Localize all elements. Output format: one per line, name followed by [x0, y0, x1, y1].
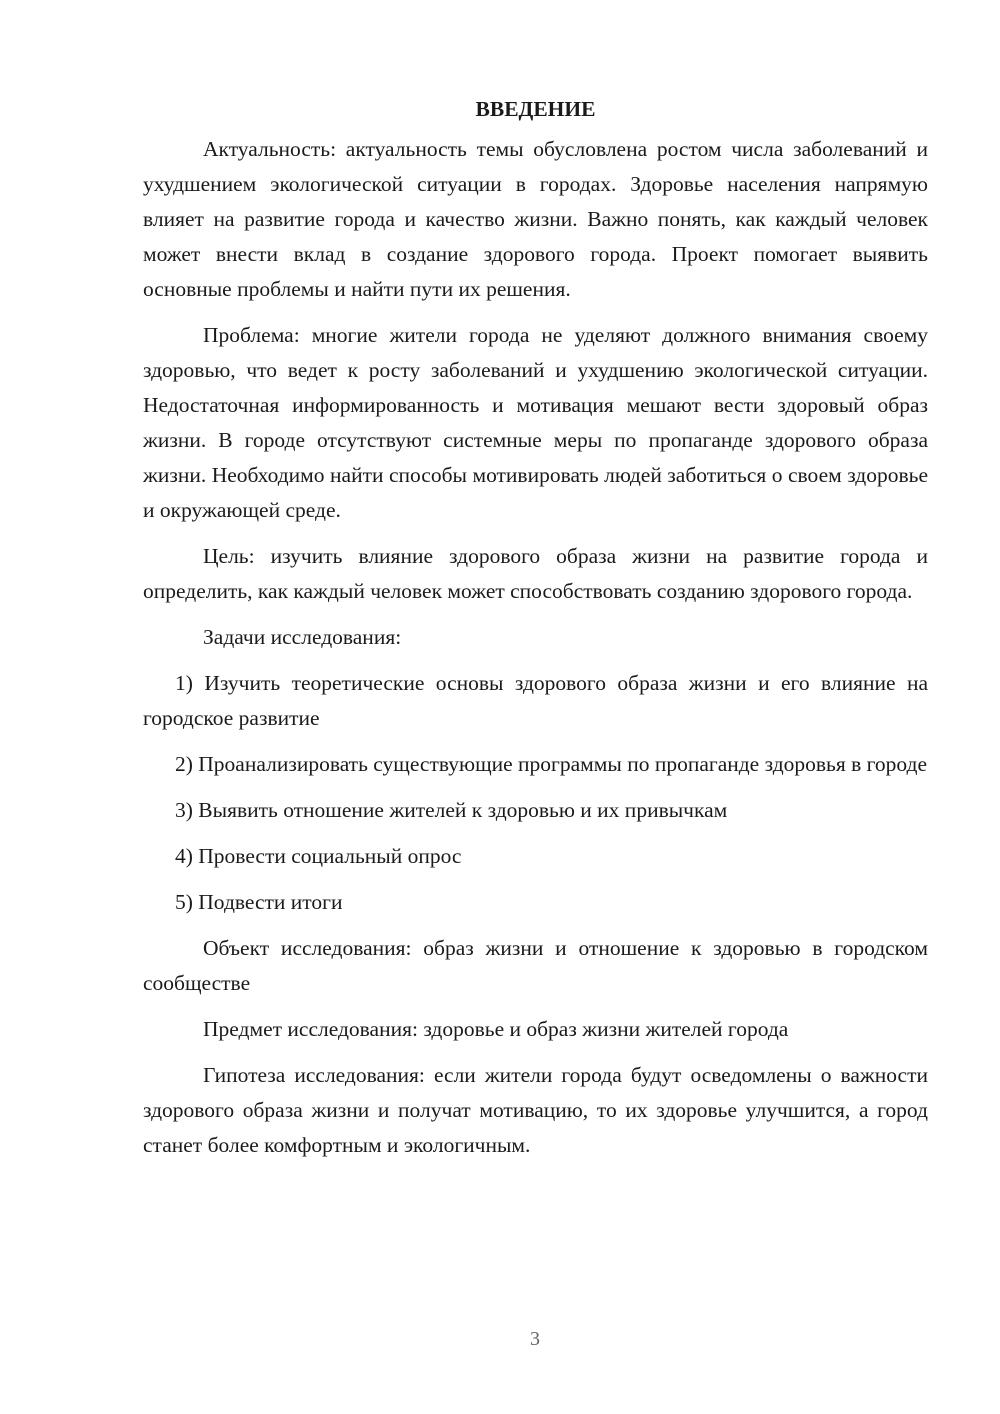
task-item-5: 5) Подвести итоги	[175, 890, 343, 914]
paragraph-tasks-heading: Задачи исследования:	[203, 625, 402, 649]
section-title: ВВЕДЕНИЕ	[475, 97, 596, 121]
paragraph-hypothesis: Гипотеза исследования: если жители города будут осведомлены о важности здорового образа жизни и получат мотивацию, то их здоровье улучшится, а город станет более комфортным и экологичным.	[143, 1063, 928, 1157]
document-page	[143, 92, 928, 1174]
page-number: 3	[530, 1328, 540, 1350]
task-item-3: 3) Выявить отношение жителей к здоровью и их привычкам	[175, 798, 728, 822]
task-item-2: 2) Проанализировать существующие программы по пропаганде здоровья в городе	[175, 752, 928, 776]
paragraph-subject: Предмет исследования: здоровье и образ жизни жителей города	[203, 1017, 789, 1041]
paragraph-object: Объект исследования: образ жизни и отношение к здоровью в городском сообществе	[143, 936, 928, 995]
task-item-1: 1) Изучить теоретические основы здорового образа жизни и его влияние на городское развитие	[143, 671, 928, 730]
task-item-4: 4) Провести социальный опрос	[175, 844, 462, 868]
paragraph-relevance: Актуальность: актуальность темы обусловлена ростом числа заболеваний и ухудшением экологической ситуации в городах. Здоровье населения напрямую влияет на развитие города и качество жизни. Важно понять, как каждый человек может внести вклад в создание здорового города. Проект помогает выявить основные проблемы и найти пути их решения.	[143, 137, 928, 301]
paragraph-goal: Цель: изучить влияние здорового образа жизни на развитие города и определить, как каждый человек может способствовать созданию здорового города.	[143, 544, 928, 603]
paragraph-problem: Проблема: многие жители города не уделяют должного внимания своему здоровью, что ведет к росту заболеваний и ухудшению экологической ситуации. Недостаточная информированность и мотивация мешают вести здоровый образ жизни. В городе отсутствуют системные меры по пропаганде здорового образа жизни. Необходимо найти способы мотивировать людей заботиться о своем здоровье и окружающей среде.	[143, 323, 928, 522]
